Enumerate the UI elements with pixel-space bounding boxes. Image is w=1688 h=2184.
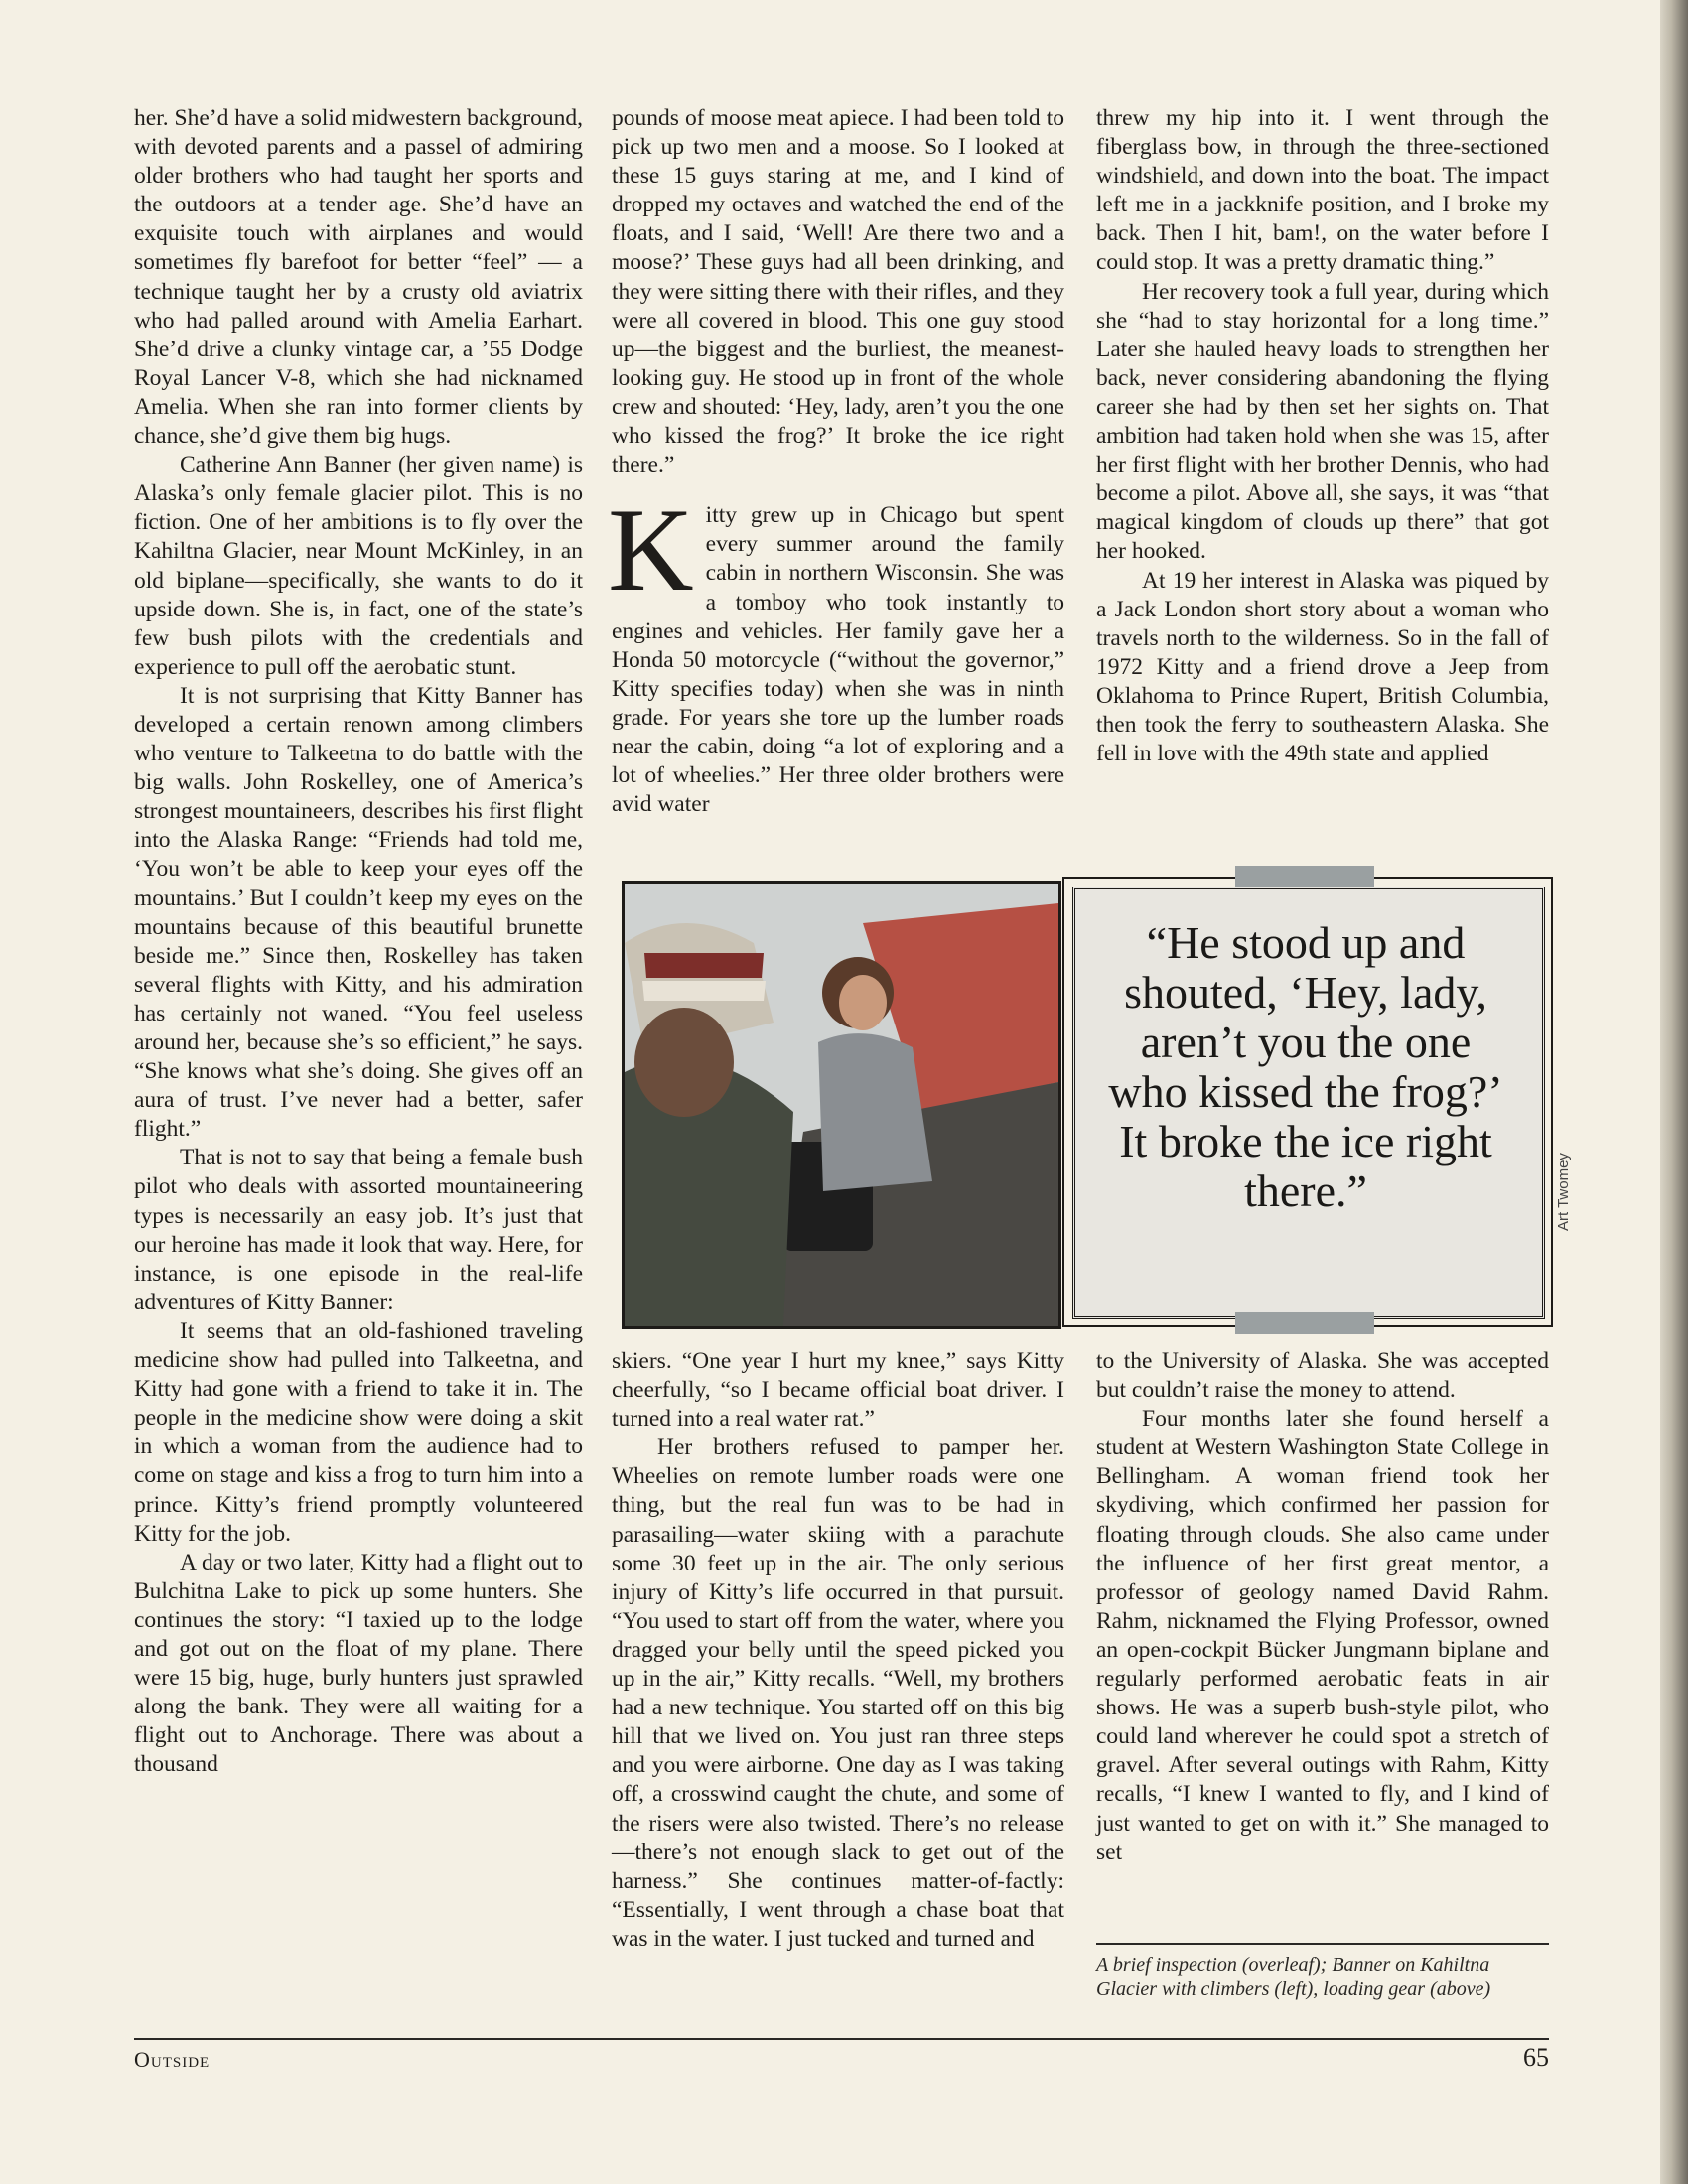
pullquote-top-bar: [1235, 866, 1374, 887]
paragraph: That is not to say that being a female bush pilot who deals with assorted mountaineering types is necessarily an easy job. It’s just that our heroine has made it look that way. Here, for instance, is one episode in the real-life adventures of Kitty Banner:: [134, 1145, 583, 1315]
column-2-top: [608, 104, 1064, 859]
pullquote-bottom-bar: [1235, 1312, 1374, 1334]
paragraph: Her brothers refused to pamper her. Wheelies on remote lumber roads were one thing, but the real fun was to be had in parasailing—water skiing with a parachute some 30 feet up in the air. The only serious injury of Kitty’s life occurred in that pursuit. “You used to start off from the water, where you dragged your belly until the speed picked you up in the air,” Kitty recalls. “Well, my brothers had a new technique. You started off on this big hill that we lived on. You just ran three steps and you were airborne. One day as I was taking off, a crosswind caught the chute, and some of the risers were also twisted. There’s no release—there’s not enough slack to get out of the harness.” She continues matter-of-factly: “Essentially, I went through a chase boat that was in the water. I just tucked and turned and: [612, 1434, 1064, 1952]
drop-cap: K: [608, 483, 694, 616]
paragraph: A day or two later, Kitty had a flight out to Bulchitna Lake to pick up some hunters. She continues the story: “I taxied up to the lodge and got out on the float of my plane. There were 15 big, huge, burly hunters just sprawled along the bank. They were all waiting for a flight out to Anchorage. There was about a thousand: [134, 1549, 583, 1778]
paragraph: threw my hip into it. I went through the fiberglass bow, in through the three-sectioned windshield, and down into the boat. The impact left me in a jackknife position, and I broke my back. Then I hit, bam!, on the water before I could stop. It was a pretty dramatic thing.”: [1096, 105, 1549, 276]
column-1: [134, 104, 583, 2025]
paragraph: It seems that an old-fashioned traveling medicine show had pulled into Talkeetna, and Kitty had gone with a friend to take it in. The people in the medicine show were doing a skit in which a woman from the audience had to come on stage and kiss a frog to turn him into a prince. Kitty’s friend promptly volunteered Kitty for the job.: [134, 1317, 583, 1547]
column-3-top: [1096, 104, 1549, 859]
paragraph: At 19 her interest in Alaska was piqued by a Jack London short story about a woman who travels north to the wilderness. So in the fall of 1972 Kitty and a friend drove a Jeep from Oklahoma to Prince Rupert, British Columbia, then took the ferry to southeastern Alaska. She fell in love with the 49th state and applied: [1096, 567, 1549, 767]
paragraph: Her recovery took a full year, during which she “had to stay horizontal for a long time.” Later she hauled heavy loads to strengthen her back, never considering abandoning the flying career she had by then set her sights on. That ambition had taken hold when she was 15, after her first flight with her brother Dennis, who had become a pilot. Above all, she says, it was “that magical kingdom of clouds up there” that got her hooked.: [1096, 278, 1549, 565]
paragraph: Four months later she found herself a student at Western Washington State College in Bellingham. A woman friend took her skydiving, which confirmed her passion for floating through clouds. She also came under the influence of her first great mentor, a professor of geology named David Rahm. Rahm, nicknamed the Flying Professor, owned an open-cockpit Bücker Jungmann biplane and regularly performed aerobatic feats in air shows. He was a superb bush-style pilot, who could land wherever he could spot a stretch of gravel. After several outings with Rahm, Kitty recalls, “I knew I wanted to fly, and I kind of just wanted to get on with it.” She managed to set: [1096, 1406, 1549, 1865]
paragraph: It is not surprising that Kitty Banner has developed a certain renown among climbers who venture to Talkeetna to do battle with the big walls. John Roskelley, one of America’s strongest mountaineers, describes his first flight into the Alaska Range: “Friends had told me, ‘You won’t be able to keep your eyes off the mountains.’ But I couldn’t keep my eyes on the mountains because of this beautiful brunette beside me.” Since then, Roskelley has taken several flights with Kitty, and his admiration has certainly not waned. “You feel useless around her, because she’s so efficient,” he says. “She knows what she’s doing. She gives off an aura of trust. I’ve never had a better, safer flight.”: [134, 682, 583, 1143]
section-start-paragraph: Kitty grew up in Chicago but spent every summer around the family cabin in northern Wisconsin. She was a tomboy who took instantly to engines and vehicles. Her family gave her a Honda 50 motorcycle (“without the governor,” Kitty specifies today) when she was in ninth grade. For years she tore up the lumber roads near the cabin, doing “a lot of exploring and a lot of wheelies.” Her three older brothers were avid water: [608, 483, 1064, 818]
paragraph: to the University of Alaska. She was accepted but couldn’t raise the money to attend.: [1096, 1348, 1549, 1404]
magazine-name: Outside: [134, 2047, 211, 2072]
paragraph: her. She’d have a solid midwestern background, with devoted parents and a passel of admiring older brothers who had taught her sports and the outdoors at a tender age. She’d have an exquisite touch with airplanes and would sometimes fly barefoot for better “feel” — a technique taught her by a crusty old aviatrix who had palled around with Amelia Earhart. She’d drive a clunky vintage car, a ’55 Dodge Royal Lancer V-8, which she had nicknamed Amelia. When she ran into former clients by chance, she’d give them big hugs.: [134, 105, 583, 450]
paragraph: pounds of moose meat apiece. I had been told to pick up two men and a moose. So I looked at these 15 guys staring at me, and I kind of dropped my octaves and watched the end of the floats, and I said, ‘Well! Are there two and a moose?’ These guys had all been drinking, and they were sitting there with their rifles, and they were all covered in blood. This one guy stood up—the biggest and the burliest, the meanest-looking guy. He stood up in front of the whole crew and shouted: ‘Hey, lady, aren’t you the one who kissed the frog?’ It broke the ice right there.”: [612, 105, 1064, 478]
column-3-bottom: [1096, 1347, 1549, 1933]
binding-spine: [1660, 0, 1688, 2184]
footer-rule: [134, 2038, 1549, 2040]
column-2-bottom: [612, 1347, 1064, 2032]
paragraph: Catherine Ann Banner (her given name) is Alaska’s only female glacier pilot. This is no fiction. One of her ambitions is to fly over the Kahiltna Glacier, near Mount McKinley, in an old biplane—specifically, she wants to do it upside down. She is, in fact, one of the state’s few bush pilots with the credentials and experience to pull off the aerobatic stunt.: [134, 452, 583, 680]
photo-credit: Art Twomey: [1555, 1153, 1572, 1231]
photo-pilot-loading-gear: [622, 881, 1061, 1329]
paragraph: skiers. “One year I hurt my knee,” says Kitty cheerfully, “so I became official boat driver. I turned into a real water rat.”: [612, 1348, 1064, 1433]
caption-rule: [1096, 1943, 1549, 1945]
pullquote-text: “He stood up and shouted, ‘Hey, lady, aren’t you the one who kissed the frog?’ It broke the ice right there.”: [1108, 917, 1503, 1216]
photo-caption: A brief inspection (overleaf); Banner on Kahiltna Glacier with climbers (left), loading gear (above): [1096, 1954, 1491, 2000]
page-number: 65: [1523, 2043, 1549, 2072]
